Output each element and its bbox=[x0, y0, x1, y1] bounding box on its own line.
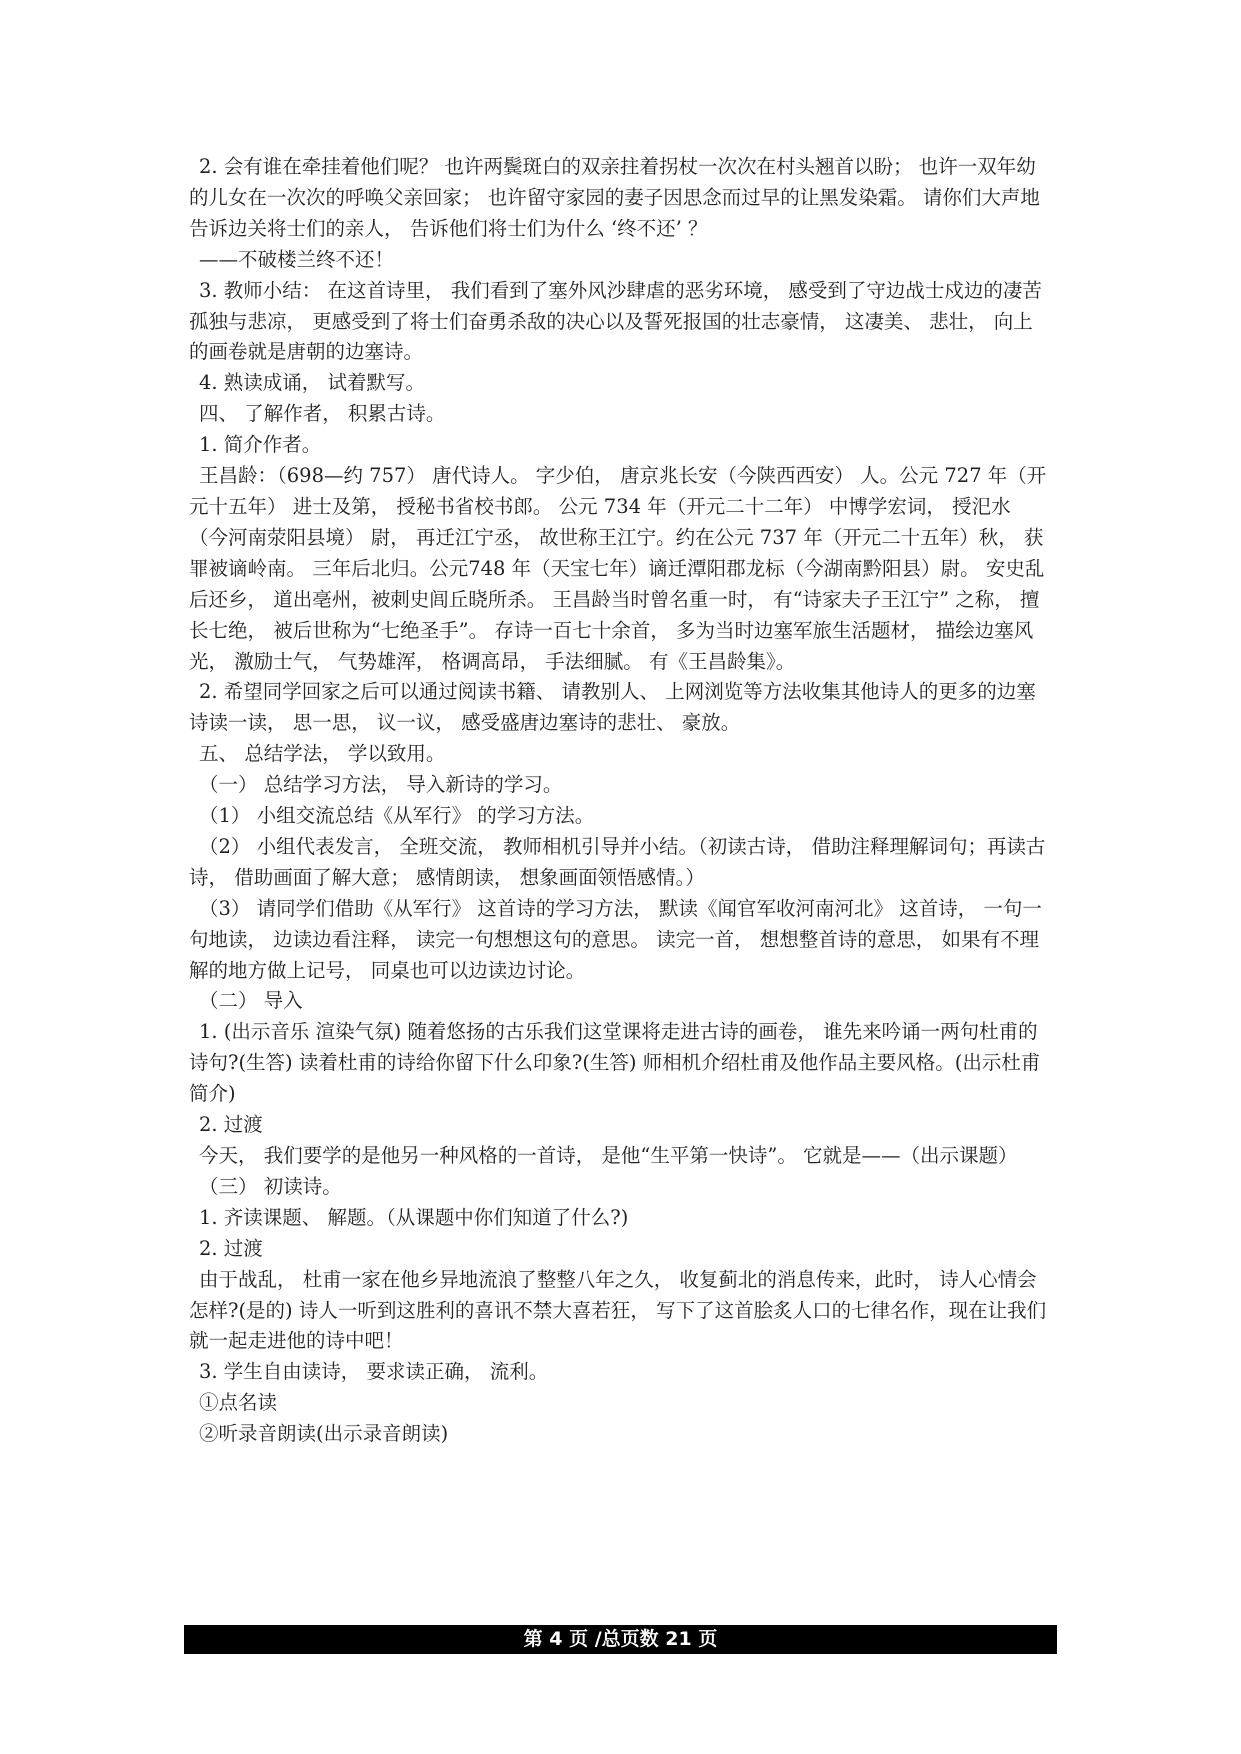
section-heading-author: 四、 了解作者， 积累古诗。 bbox=[199, 402, 446, 426]
paragraph-group-discussion: （1） 小组交流总结《从军行》 的学习方法。 bbox=[199, 804, 595, 828]
paragraph-recite: 4. 熟读成诵， 试着默写。 bbox=[199, 371, 426, 395]
subsection-heading-intro: （二） 导入 bbox=[199, 989, 303, 1013]
page-footer bbox=[184, 1625, 1057, 1654]
paragraph-transition-label: 2. 过渡 bbox=[199, 1113, 263, 1137]
paragraph-author-intro-label: 1. 简介作者。 bbox=[199, 433, 322, 457]
list-item-audio-reading: ②听录音朗读(出示录音朗读) bbox=[199, 1422, 449, 1446]
paragraph-answer-loulan: ——不破楼兰终不还！ bbox=[199, 247, 395, 271]
subsection-heading-first-read: （三） 初读诗。 bbox=[199, 1174, 342, 1198]
paragraph-silent-reading: （3） 请同学们借助《从军行》 这首诗的学习方法， 默读《闻官军收河南河北》 这首诗， 一句一句地读， 边读边看注释， 读完一句想想这句的意思。 读完一首， 想想整首诗的意思， 如果有不理解的地方做上记号， 同桌也可以边读边讨论。 bbox=[189, 896, 1042, 982]
paragraph-free-reading: 3. 学生自由读诗， 要求读正确， 流利。 bbox=[199, 1360, 549, 1384]
paragraph-author-bio: 王昌龄：（698—约 757） 唐代诗人。 字少伯， 唐京兆长安（今陕西西安） 人。公元 727 年（开元十五年） 进士及第， 授秘书省校书郎。 公元 734 年（开元二十二年） 中博学宏词， 授汜水（今河南荥阳县境） 尉， 再迁江宁丞， 故世称王江宁。约在公元 737 年（开元二十五年）秋， 获罪被谪岭南。 三年后北归。公元748 年（天宝七年）谪迁潭阳郡龙标（今湖南黔阳县）尉。 安史乱后还乡， 道出亳州，被刺史闾丘晓所杀。 王昌龄当时曾名重一时， 有“诗家夫子王江宁” 之称， 擅长七绝， 被后世称为“七绝圣手”。 存诗一百七十余首， 多为当时边塞军旅生活题材， 描绘边塞风光， 激励士气， 气势雄浑， 格调高昂， 手法细腻。 有《王昌龄集》。 bbox=[189, 464, 1047, 673]
paragraph-ask-relatives: 2. 会有谁在牵挂着他们呢？ 也许两鬓斑白的双亲拄着拐杖一次次在村头翘首以盼； 也许一双年幼的儿女在一次次的呼唤父亲回家； 也许留守家园的妻子因思念而过早的让黑发染霜。 请你们大声地告诉边关将士们的亲人， 告诉他们将士们为什么 ‘终不还’ ？ bbox=[189, 155, 1040, 240]
subsection-heading-summary: （一） 总结学习方法， 导入新诗的学习。 bbox=[199, 773, 563, 797]
page-number-text: 第 4 页 /总页数 21 页 bbox=[523, 1628, 718, 1650]
section-heading-method: 五、 总结学法， 学以致用。 bbox=[199, 742, 446, 766]
paragraph-read-title: 1. 齐读课题、 解题。（从课题中你们知道了什么?) bbox=[199, 1205, 629, 1229]
paragraph-music-intro: 1. (出示音乐 渲染气氛) 随着悠扬的古乐我们这堂课将走进古诗的画卷， 谁先来吟诵一两句杜甫的诗句?(生答) 读着杜甫的诗给你留下什么印象?(生答) 师相机介绍杜甫及他作品主要风格。(出示杜甫简介) bbox=[189, 1020, 1041, 1106]
paragraph-group-report: （2） 小组代表发言， 全班交流， 教师相机引导并小结。（初读古诗， 借助注释理解词句；再读古诗， 借助画面了解大意； 感情朗读， 想象画面领悟感情。） bbox=[189, 834, 1046, 889]
document-body bbox=[189, 152, 1049, 1450]
paragraph-today-poem: 今天， 我们要学的是他另一种风格的一首诗， 是他“生平第一快诗”。 它就是——（出示课题） bbox=[199, 1144, 1018, 1167]
paragraph-transition-label-2: 2. 过渡 bbox=[199, 1236, 263, 1260]
paragraph-collect-poems: 2. 希望同学回家之后可以通过阅读书籍、 请教别人、 上网浏览等方法收集其他诗人的更多的边塞诗读一读， 思一思， 议一议， 感受盛唐边塞诗的悲壮、 豪放。 bbox=[189, 680, 1036, 735]
paragraph-war-context: 由于战乱， 杜甫一家在他乡异地流浪了整整八年之久， 收复蓟北的消息传来，此时， 诗人心情会怎样?(是的) 诗人一听到这胜利的喜讯不禁大喜若狂， 写下了这首脍炙人口的七律名作，现在让我们就一起走进他的诗中吧！ bbox=[189, 1267, 1047, 1353]
list-item-name-reading: ①点名读 bbox=[199, 1391, 278, 1415]
paragraph-teacher-summary: 3. 教师小结： 在这首诗里， 我们看到了塞外风沙肆虐的恶劣环境， 感受到了守边战士戍边的凄苦孤独与悲凉， 更感受到了将士们奋勇杀敌的决心以及誓死报国的壮志豪情， 这凄美、 悲壮， 向上的画卷就是唐朝的边塞诗。 bbox=[189, 278, 1042, 364]
